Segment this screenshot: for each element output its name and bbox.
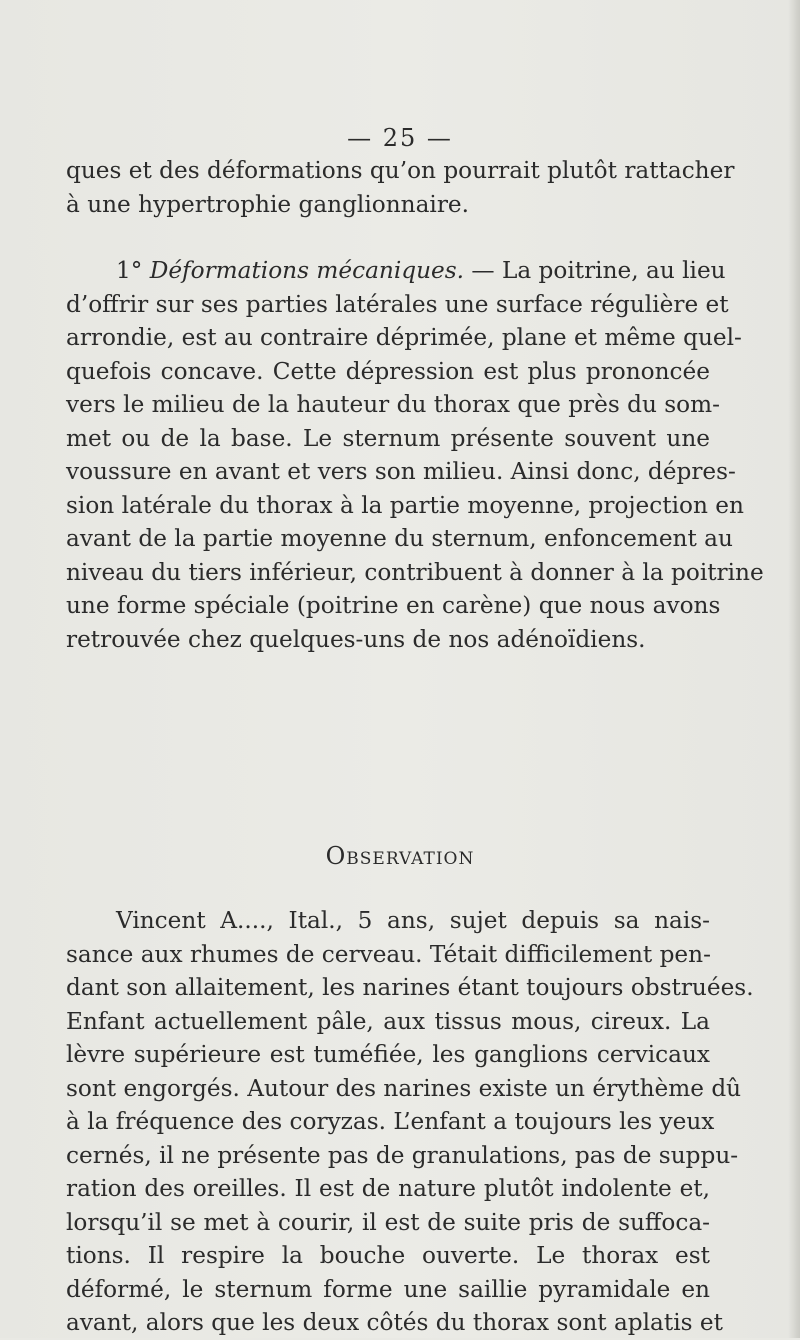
text-line: voussure en avant et vers son milieu. Ainsi donc, dépres- xyxy=(66,458,736,485)
page-number: — 25 — xyxy=(347,124,453,152)
text-line: d’offrir sur ses parties latérales une surface régulière et xyxy=(66,290,729,318)
text-line: ration des oreilles. Il est de nature plutôt indolente et, xyxy=(66,1175,710,1202)
section-heading: Observation xyxy=(325,842,475,870)
section-number: 1° xyxy=(116,257,143,284)
text-line: avant, alors que les deux côtés du thorax sont aplatis et xyxy=(66,1309,723,1336)
text-line: à la fréquence des coryzas. L’enfant a toujours les yeux xyxy=(66,1108,715,1135)
paragraph-mechanical-deformations xyxy=(66,254,764,656)
text-line: lorsqu’il se met à courir, il est de suite pris de suffoca- xyxy=(66,1208,710,1236)
paragraph-first-line xyxy=(66,254,726,288)
text-line: sance aux rhumes de cerveau. Tétait difficilement pen- xyxy=(66,940,711,968)
text-line: sion latérale du thorax à la partie moyenne, projection en xyxy=(66,491,744,519)
text-line: avant de la partie moyenne du sternum, enfoncement au xyxy=(66,525,733,552)
text-line: Enfant actuellement pâle, aux tissus mous, cireux. La xyxy=(66,1007,710,1035)
text-line: tions. Il respire la bouche ouverte. Le thorax est xyxy=(66,1242,710,1269)
text-line: dant son allaitement, les narines étant toujours obstruées. xyxy=(66,974,754,1001)
text-line: déformé, le sternum forme une saillie pyramidale en xyxy=(66,1275,710,1303)
text-line: sont engorgés. Autour des narines existe un érythème dû xyxy=(66,1074,742,1102)
text-line: une forme spéciale (poitrine en carène) que nous avons xyxy=(66,592,721,619)
text-line: met ou de la base. Le sternum présente souvent une xyxy=(66,424,710,452)
text-line: cernés, il ne présente pas de granulations, pas de suppu- xyxy=(66,1141,739,1169)
text-line: arrondie, est au contraire déprimée, plane et même quel- xyxy=(66,324,742,351)
text-line: lèvre supérieure est tuméfiée, les ganglions cervicaux xyxy=(66,1041,710,1068)
paragraph-observation xyxy=(66,904,754,1340)
text-fragment: — La poitrine, au lieu xyxy=(471,257,726,284)
text-line: vers le milieu de la hauteur du thorax que près du som- xyxy=(66,391,720,418)
text-line: quefois concave. Cette dépression est plus prononcée xyxy=(66,357,710,385)
page-edge-shadow xyxy=(788,0,800,1338)
text-line: ques et des déformations qu’on pourrait plutôt rattacher xyxy=(66,157,735,184)
paragraph-continuation xyxy=(66,154,735,221)
text-line: niveau du tiers inférieur, contribuent à donner à la poitrine xyxy=(66,558,764,586)
text-line: à une hypertrophie ganglionnaire. xyxy=(66,190,470,218)
section-title: Déformations mécaniques. xyxy=(149,257,465,284)
text-line: Vincent A...., Ital., 5 ans, sujet depuis sa nais- xyxy=(116,907,710,934)
text-line: retrouvée chez quelques-uns de nos adénoïdiens. xyxy=(66,625,646,653)
